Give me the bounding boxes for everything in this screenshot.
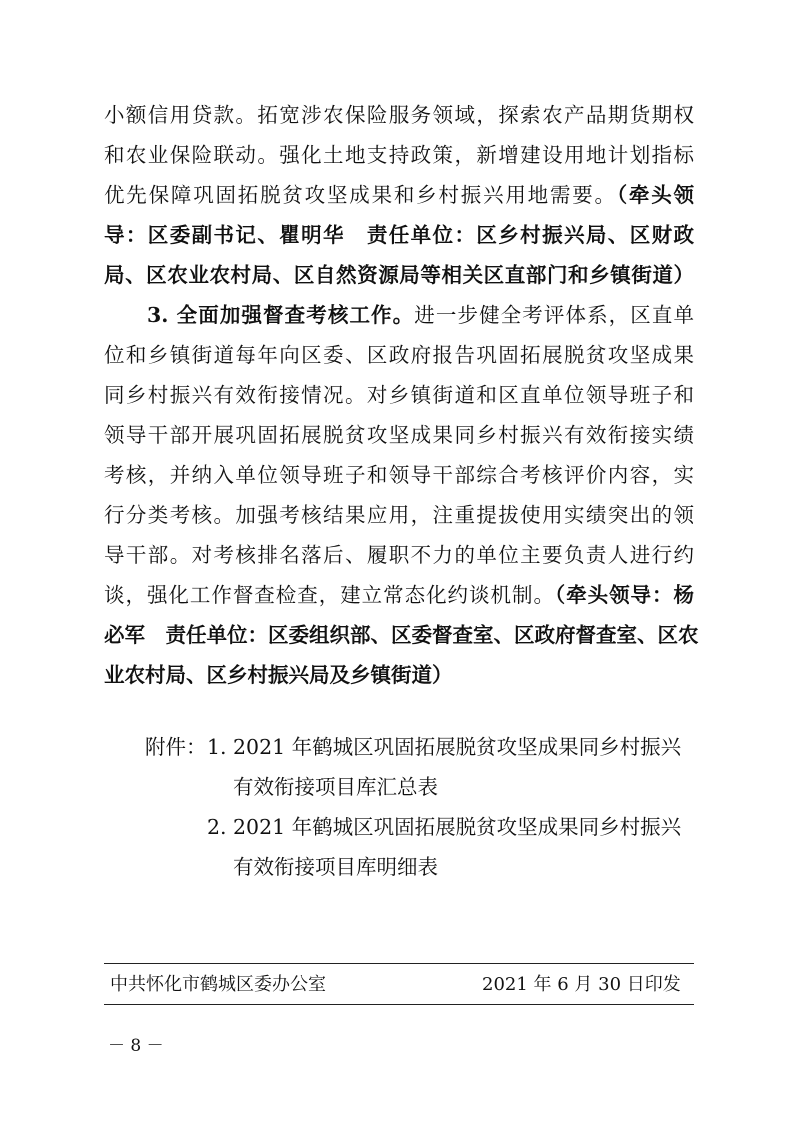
footer-bottom-rule	[104, 1004, 694, 1005]
attachment-title-cont: 有效衔接项目库明细表	[233, 855, 438, 879]
text-segment: 同乡村振兴有效衔接情况。对乡镇街道和区直单位领导班子和	[104, 383, 694, 407]
attachment-title: 2021 年鹤城区巩固拓展脱贫攻坚成果同乡村振兴	[233, 815, 682, 839]
page-number: － 8 －	[108, 1036, 164, 1056]
text-segment: 和农业保险联动。强化土地支持政策，新增建设用地计划指标	[104, 143, 694, 167]
text-segment-bold: （牵头领	[616, 183, 695, 207]
text-segment: 进一步健全考评体系，区直单	[414, 303, 694, 327]
text-line	[104, 180, 694, 210]
text-segment: 考核，并纳入单位领导班子和领导干部综合考核评价内容，实	[104, 463, 694, 487]
text-line	[104, 540, 694, 570]
text-line	[104, 140, 694, 170]
text-line	[104, 260, 694, 290]
text-line	[104, 380, 694, 410]
text-segment-bold: （牵头领导：杨	[554, 583, 695, 607]
text-line	[104, 460, 694, 490]
text-line	[104, 620, 699, 650]
text-line	[104, 500, 694, 530]
text-line	[147, 300, 694, 330]
attachment-title-cont: 有效衔接项目库汇总表	[233, 775, 438, 799]
footer-top-rule	[104, 963, 694, 964]
text-segment: 行分类考核。加强考核结果应用，注重提拔使用实绩突出的领	[104, 503, 694, 527]
attachment-prefix: 附件：	[145, 735, 207, 759]
attachment-number: 2.	[207, 815, 227, 839]
text-line	[104, 340, 694, 370]
text-line	[104, 100, 694, 130]
text-segment: 领导干部开展巩固拓展脱贫攻坚成果同乡村振兴有效衔接实绩	[104, 423, 694, 447]
text-segment: 谈，强化工作督查检查，建立常态化约谈机制。	[104, 583, 555, 607]
text-segment: 位和乡镇街道每年向区委、区政府报告巩固拓展脱贫攻坚成果	[104, 343, 694, 367]
text-segment-bold: 业农村局、区乡村振兴局及乡镇街道）	[104, 663, 453, 687]
attachment-title: 2021 年鹤城区巩固拓展脱贫攻坚成果同乡村振兴	[233, 735, 682, 759]
issue-date: 2021 年 6 月 30 日印发	[482, 974, 681, 995]
text-segment-bold: 必军 责任单位：区委组织部、区委督查室、区政府督查室、区农	[104, 623, 699, 647]
text-segment: 小额信用贷款。拓宽涉农保险服务领域，探索农产品期货期权	[104, 103, 694, 127]
text-line	[104, 580, 694, 610]
text-line	[104, 660, 694, 690]
text-line	[104, 420, 694, 450]
issuer: 中共怀化市鹤城区委办公室	[110, 974, 326, 995]
text-segment: 导干部。对考核排名落后、履职不力的单位主要负责人进行约	[104, 543, 694, 567]
text-segment-bold: 导：区委副书记、瞿明华 责任单位：区乡村振兴局、区财政	[104, 223, 694, 247]
attachment-number: 1.	[207, 735, 227, 759]
text-line	[104, 220, 694, 250]
text-segment: 优先保障巩固拓脱贫攻坚成果和乡村振兴用地需要。	[104, 183, 617, 207]
text-segment-bold: 局、区农业农村局、区自然资源局等相关区直部门和乡镇街道）	[104, 263, 694, 287]
section-heading: 3. 全面加强督查考核工作。	[147, 303, 415, 327]
